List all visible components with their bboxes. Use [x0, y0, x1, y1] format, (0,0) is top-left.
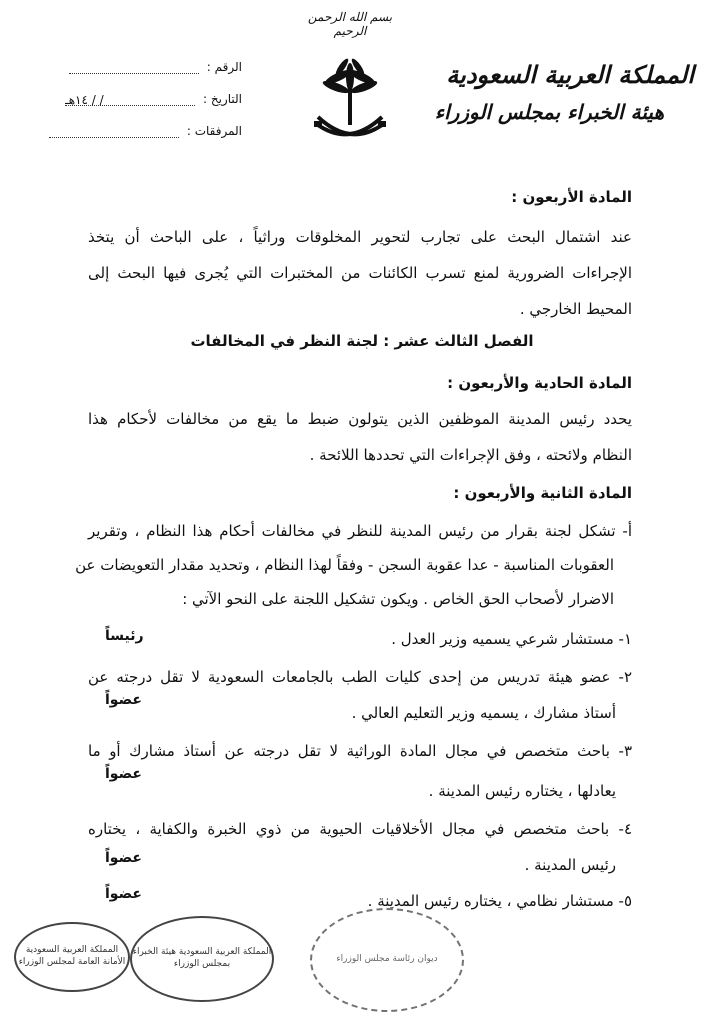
stamp-council-presidency — [310, 908, 464, 1012]
article-41-title: المادة الحادية والأربعون : — [447, 374, 632, 392]
attachments-label: المرفقات — [194, 124, 242, 138]
list-item-2-line2: أستاذ مشارك ، يسميه وزير التعليم العالي . — [351, 704, 616, 722]
list-item-5-role: عضواً — [105, 886, 142, 902]
attachments-row: المرفقات : — [42, 124, 242, 138]
date-label: التاريخ — [210, 92, 242, 106]
article-40-line1: عند اشتمال البحث على تجارب لتحوير المخلوقات وراثياً ، على الباحث أن يتخذ — [88, 228, 632, 246]
list-item-4-line2: رئيس المدينة . — [524, 856, 616, 874]
ref-number-row: الرقم : — [42, 60, 242, 74]
article-42-a-line2: العقوبات المناسبة - عدا عقوبة السجن - وفقاً لهذا النظام ، وتحديد مقدار التعويضات عن — [75, 556, 614, 574]
article-41-line2: النظام ولائحته ، وفق الإجراءات التي تحددها اللائحة . — [309, 446, 632, 464]
article-41-line1: يحدد رئيس المدينة الموظفين الذين يتولون ضبط ما يقع من مخالفات لأحكام هذا — [88, 410, 632, 428]
article-42-a-line1: أ- تشكل لجنة بقرار من رئيس المدينة للنظر في مخالفات أحكام هذا النظام ، وتقرير — [88, 522, 632, 540]
date-value: / / ١٤هـ — [65, 93, 195, 106]
org-name-line2: هيئة الخبراء بمجلس الوزراء — [434, 100, 664, 124]
article-40-line3: المحيط الخارجي . — [519, 300, 632, 318]
list-item-3-line2: يعادلها ، يختاره رئيس المدينة . — [428, 782, 616, 800]
article-40-title: المادة الأربعون : — [511, 188, 632, 206]
list-item-2-role: عضواً — [105, 692, 142, 708]
list-item-1: ١- مستشار شرعي يسميه وزير العدل . — [391, 630, 632, 648]
saudi-emblem-icon — [310, 55, 390, 155]
list-item-3-role: عضواً — [105, 766, 142, 782]
list-item-5: ٥- مستشار نظامي ، يختاره رئيس المدينة . — [367, 892, 632, 910]
stamp-council-presidency-text: ديوان رئاسة مجلس الوزراء — [336, 954, 438, 965]
org-name-line1: المملكة العربية السعودية — [446, 60, 694, 89]
article-40-line2: الإجراءات الضرورية لمنع تسرب الكائنات من المختبرات التي يُجرى فيها البحث إلى — [88, 264, 632, 282]
chapter-13-heading: الفصل الثالث عشر : لجنة النظر في المخالفات — [190, 332, 534, 350]
list-item-1-role: رئيساً — [105, 628, 144, 644]
article-42-a-line3: الاضرار لأصحاب الحق الخاص . ويكون تشكيل اللجنة على النحو الآتي : — [182, 590, 614, 608]
list-item-3-line1: ٣- باحث متخصص في مجال المادة الوراثية لا تقل درجته عن أستاذ مشارك أو ما — [88, 742, 632, 760]
attachments-value — [49, 125, 179, 138]
ref-label: الرقم — [214, 60, 242, 74]
stamp-general-secretariat — [14, 922, 130, 992]
date-row: التاريخ : / / ١٤هـ — [65, 92, 242, 107]
stamp-experts-commission — [130, 916, 274, 1002]
list-item-4-line1: ٤- باحث متخصص في مجال الأخلاقيات الحيوية من ذوي الخبرة والكفاية ، يختاره — [88, 820, 632, 838]
stamp-general-secretariat-text: المملكة العربية السعودية الأمانة العامة لمجلس الوزراء — [18, 945, 126, 967]
list-item-2-line1: ٢- عضو هيئة تدريس من إحدى كليات الطب بالجامعات السعودية لا تقل درجته عن — [88, 668, 632, 686]
article-42-title: المادة الثانية والأربعون : — [453, 484, 632, 502]
stamp-experts-commission-text: المملكة العربية السعودية هيئة الخبراء بمجلس الوزراء — [132, 947, 272, 969]
list-item-4-role: عضواً — [105, 850, 142, 866]
ref-value — [69, 61, 199, 74]
bismillah: بسم الله الرحمن الرحيم — [307, 10, 393, 38]
